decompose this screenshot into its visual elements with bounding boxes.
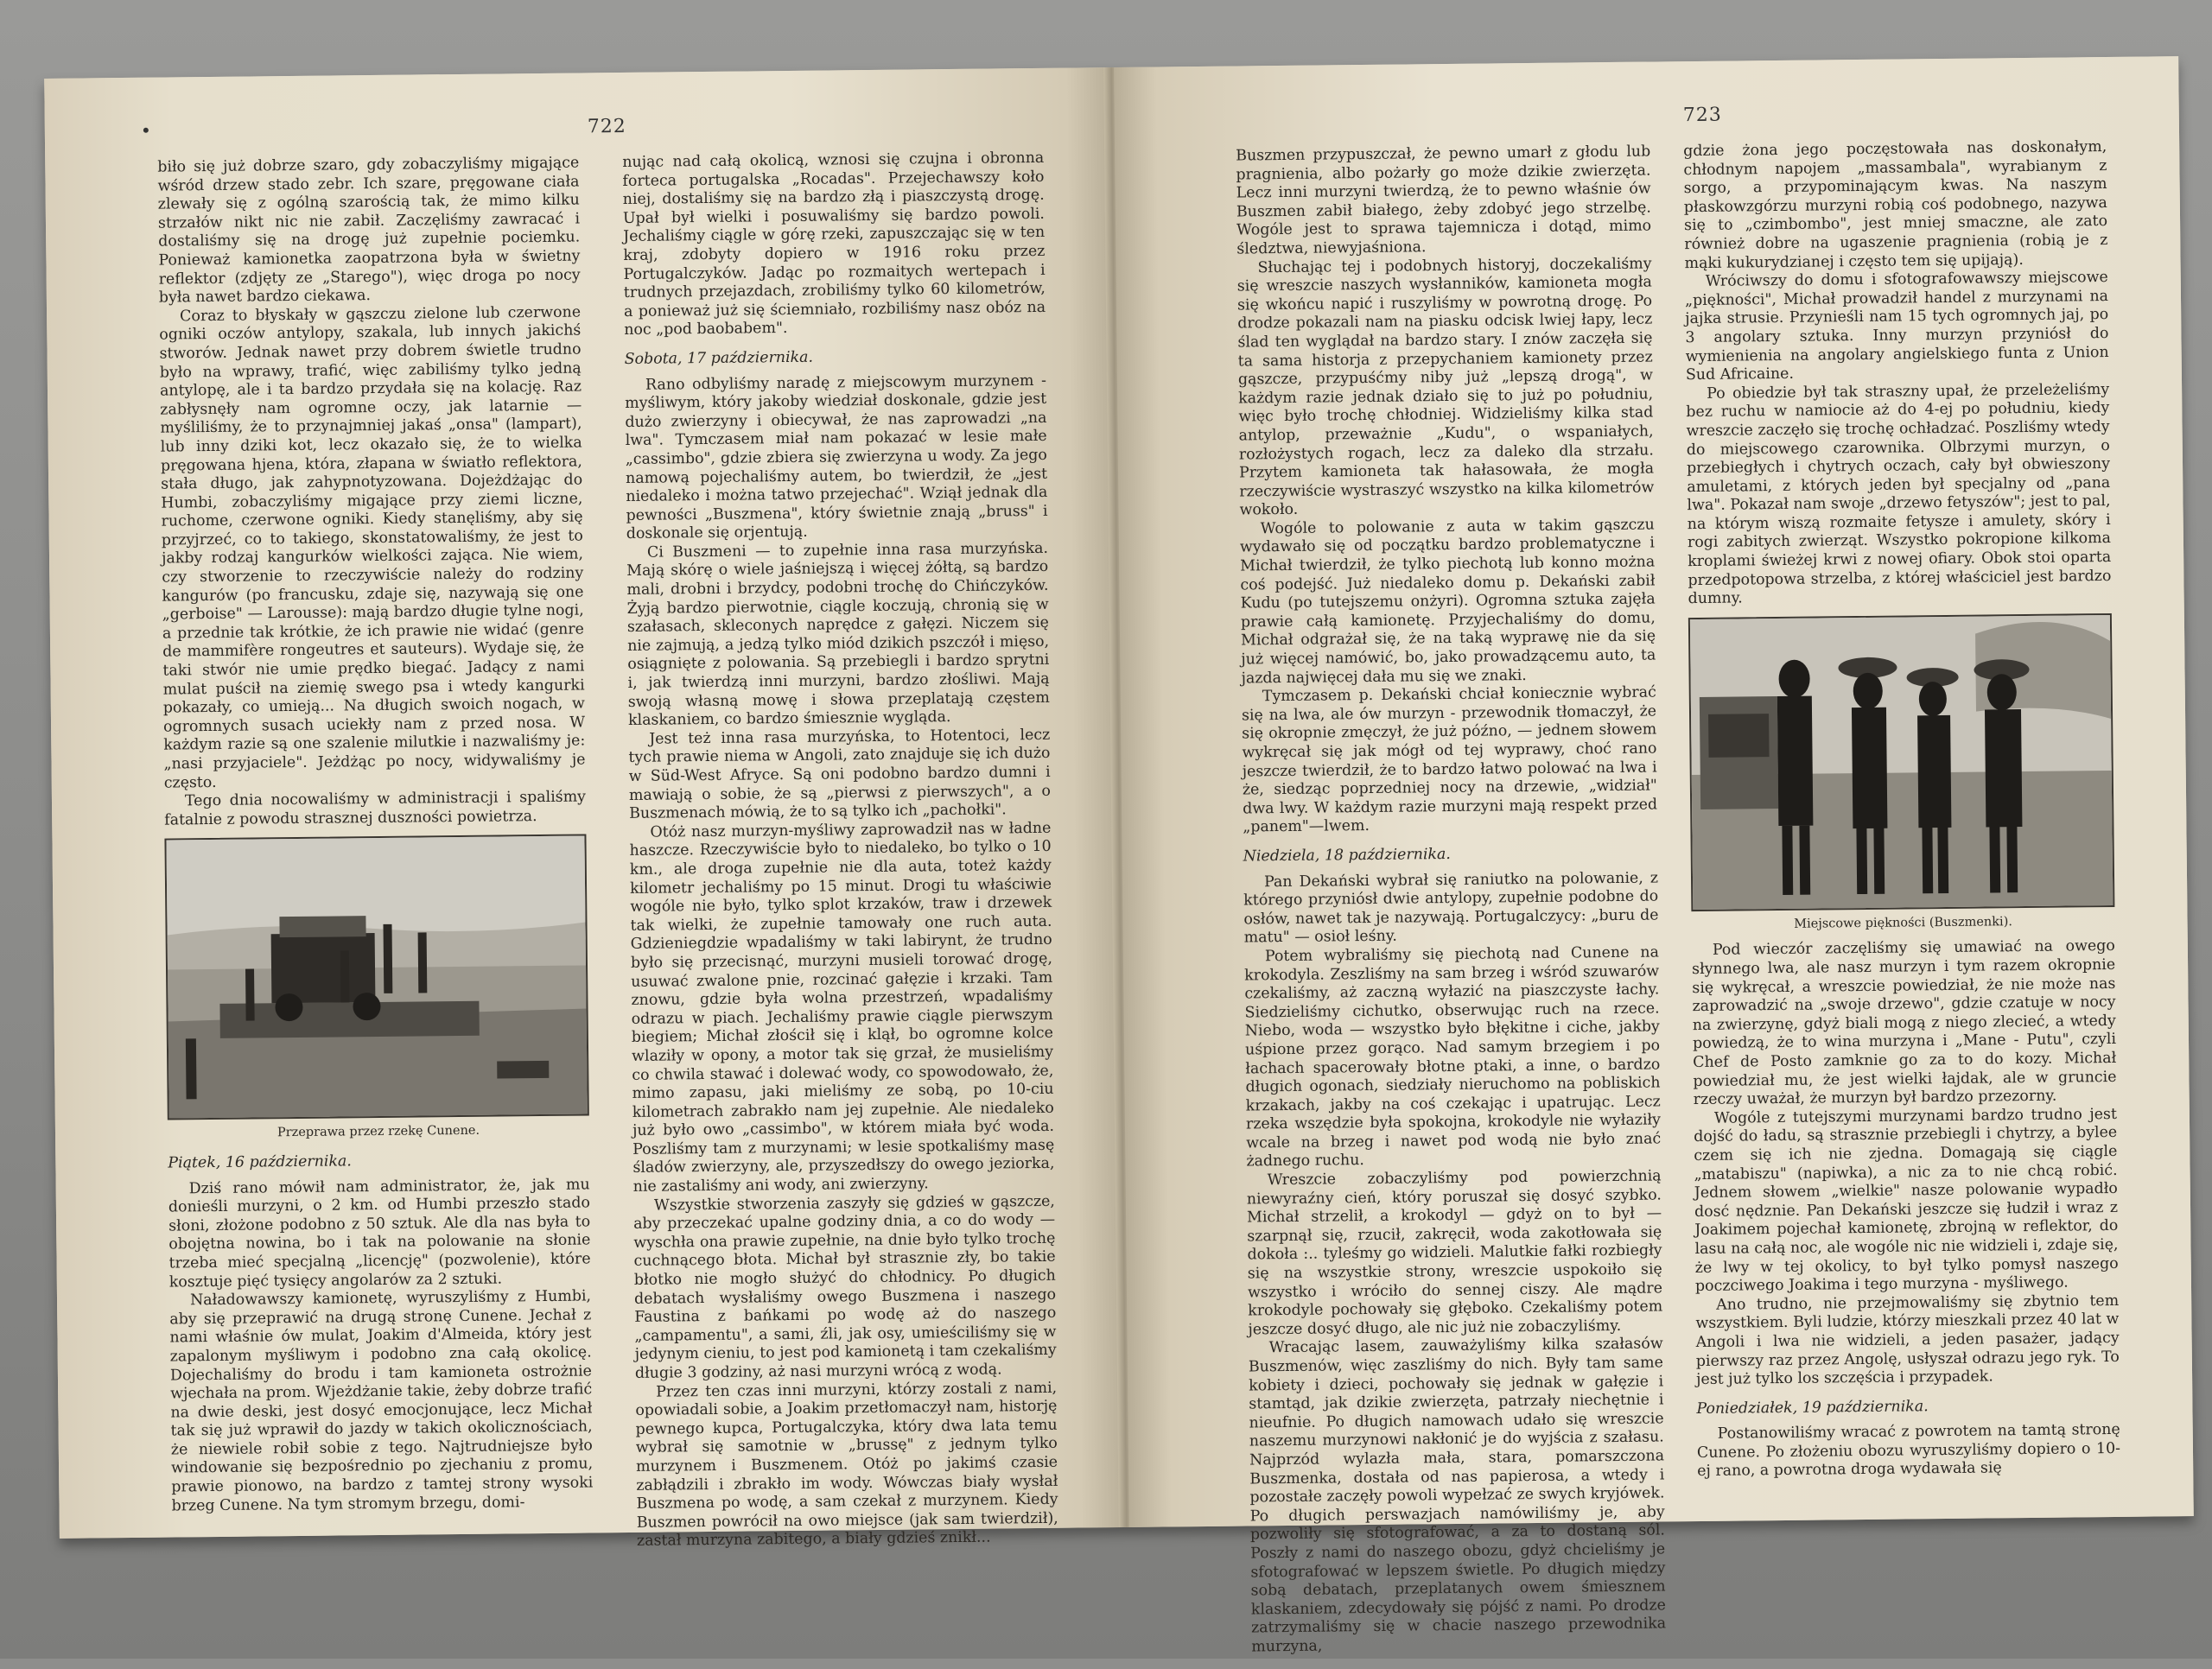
people-photo <box>1688 613 2115 911</box>
paragraph: Pod wieczór zaczęliśmy się umawiać na owego słynnego lwa, ale nasz murzyn i tym razem okropnie się wykręcał, a wreszcie powiedział, że nie może nas zaprowadzić na „swoje drzewo", gdzie czatuje w nocy na zwierzynę, gdyż biali mogą z niego zlecieć, a wtedy powiedzą, że to wina murzyna i „Mane - Putu", czyli Chef de Posto zamknie go za to do kozy. Michał powiedział mu, że jest wielki łajdak, ale w gruncie rzeczy uważał, że murzyn był bardzo przezorny. <box>1692 937 2117 1109</box>
paragraph: Buszmen przypuszczał, że pewno umarł z głodu lub pragnienia, albo pożarły go może dzikie zwierzęta. Lecz inni murzyni twierdzą, że to pewno właśnie ów Buszmen zabił białego, żeby zdobyć jego strzelbę. Wogóle jest to sprawa tajemnicza i dotąd, mimo śledztwa, niewyjaśniona. <box>1236 143 1652 258</box>
paragraph: Przez ten czas inni murzyni, którzy zostali z nami, opowiadali sobie, a Joakim przetłomaczył nam, historję pewnego kupca, Portugalczyka, który dwa lata temu wybrał się samotnie w „brussę" z jednym tylko murzynem i Buszmenem. Otóż po jakimś czasie zabłądzili i zbrakło im wody. Wówczas biały wysłał Buszmena po wodę, a sam czekał z murzynem. Kiedy Buszmen powrócił na owo miejsce (jak sam twierdził), zastał murzyna zabitego, a biały gdzieś znikł... <box>635 1379 1058 1551</box>
page-number-left: 722 <box>587 115 626 138</box>
dateline: Sobota, 17 października. <box>624 348 814 368</box>
paragraph: Naładowawszy kamionetę, wyruszyliśmy z Humbi, aby się przeprawić na drugą stronę Cunene. Jechał z nami właśnie ów mulat, Joakim d'Almeida, który jest zapalonym myśliwym i podobno zna całą okolicę. Dojechaliśmy do brodu i tam kamioneta ostrożnie wjechała na prom. Wjeżdżanie takie, żeby dobrze trafić na dwie deski, jest dosyć emocjonujące, lecz Michał tak się już wprawił do jazdy w takich okolicznościach, że niewiele robił sobie z tego. Najtrudniejsze było windowanie się bezpośrednio po zjechaniu z promu, prawie pionowo, na bardzo z tamtej strony wysoki brzeg Cunene. Na tym stromym brzegu, domi- <box>169 1287 594 1515</box>
paragraph: Wogóle to polowanie z auta w takim gąszczu wydawało się od początku bardzo problematyczne i Michał twierdził, że tylko piechotą lub konno można coś podejść. Już niedaleko domu p. Dekański zabił Kudu (po tutejszemu onżyri). Ogromna sztuka zajęła prawie całą kamionetę. Przyjechaliśmy do domu, Michał odgrażał się, że na taką wyprawę nie da się już więcej namówić, bo, jako prowadzącemu auto, ta jazda najwięcej dała mu się we znaki. <box>1239 516 1656 688</box>
paragraph: Jest też inna rasa murzyńska, to Hotentoci, lecz tych prawie niema w Angoli, zato znajduje się ich dużo w Süd-West Afryce. Są oni podobno bardzo dumni i mawiają o sobie, że są „pierwsi z pierwszych", a o Buszmenach mówią, że to są tylko ich „pachołki". <box>628 726 1052 823</box>
paragraph: Tymczasem p. Dekański chciał koniecznie wybrać się na lwa, ale ów murzyn - przewodnik tłomaczył, że się okropnie zmęczył, że już późno, — jednem słowem wykręcał się jak mógł od tej wyprawy, choć rano jeszcze twierdził, że to bardzo łatwo polować na lwa i że, siedząc poprzedniej nocy na drzewie, „widział" dwa lwy. W każdym razie murzyni mają respekt przed „panem"—lwem. <box>1241 683 1658 836</box>
paragraph: Potem wybraliśmy się piechotą nad Cunene na krokodyla. Zeszliśmy na sam brzeg i wśród szuwarów czekaliśmy, aż zaczną wyłazić na piaszczyste łachy. Siedzieliśmy cichutko, obserwując ruch na rzece. Niebo, woda — wszystko było błękitne i ciche, jakby uśpione przez gorąco. Nad samym brzegiem i po łachach spacerowały błotne ptaki, a inne, o bardzo długich ogonach, siedziały nieruchomo na pobliskich krzakach, jakby na coś czekając i upatrując. Lecz rzeka wszędzie była spokojna, krokodyle nie wyłaziły wcale na brzeg i nawet pod wodą nie było znać żadnego ruchu. <box>1244 943 1662 1171</box>
paragraph: biło się już dobrze szaro, gdy zobaczyliśmy migające wśród drzew stado zebr. Ich szare, pręgowane ciała zlewały się z ogólną szarością tak, że mimo kilku strzałów nikt nic nie zabił. Zaczęliśmy zawracać i dostaliśmy się na drogę już zupełnie pociemku. Ponieważ kamionetka zaopatrzona była w świetny reflektor (zdjęty ze „Starego"), więc droga po nocy była nawet bardzo ciekawa. <box>157 154 581 307</box>
paragraph: Ci Buszmeni — to zupełnie inna rasa murzyńska. Mają skórę o wiele jaśniejszą i więcej żółtą, są bardzo mali, drobni i brzydcy, podobni trochę do Chińczyków. Żyją bardzo pierwotnie, ciągle koczują, chronią się w szałasach, skleconych naprędce z gałęzi. Niczem się nie zajmują, a jedzą tylko miód dzikich pszczół i mięso, osiągnięte z polowania. Są przebiegli i bardzo sprytni i, jak twierdzą inni murzyni, bardzo złośliwi. Mają swoją własną mowę i słowa przeplatają częstem klaskaniem, co bardzo śmiesznie wygląda. <box>626 539 1050 730</box>
dateline: Poniedziałek, 19 października. <box>1696 1397 1929 1418</box>
paragraph: Wreszcie zobaczyliśmy pod powierzchnią niewyraźny cień, który poruszał się dosyć szybko. Michał strzelił, a krokodyl — gdyż on to był — szarpnął się, rzucił, zakręcił, woda zakotłowała się dokoła :.. tyleśmy go widzieli. Malutkie fałki rozbiegły się na wszystkie strony, wreszcie uspokoiło się wszystko i wróciło do sennej ciszy. Ale mądre krokodyle pochowały się głęboko. Czekaliśmy potem jeszcze dosyć długo, ale nic już nie zobaczyliśmy. <box>1246 1167 1663 1339</box>
paragraph: Coraz to błyskały w gąszczu zielone lub czerwone ogniki oczów antylopy, szakala, lub innych jakichś stworów. Jednak nawet przy dobrem świetle trudno było na wprawy, trafić, więc zabiliśmy tylko jedną antylopę, ale i ta bardzo przydała się na kolację. Raz zabłysnęły nam ogromne oczy, jak latarnie — myśliliśmy, że to przynajmniej jakaś „onsa" (lampart), lub inny dziki kot, lecz okazało się, że to wielka pręgowana hjena, która, złapana w światło reflektora, stała długo, jak zahypnotyzowana. Dojeżdżając do Humbi, zobaczyliśmy migające przy ziemi liczne, ruchome, czerwone ogniki. Kiedy stanęliśmy, aby się przyjrzeć, co to takiego, skonstatowaliśmy, że jest to jakby rodzaj kangurków wielkości zająca. Nie wiem, czy stworzenie to rzeczywiście należy do rodziny kangurów (po francusku, zdaje się, nazywają się one „gerboise" — Larousse): mają bardzo długie tylne nogi, a przednie tak krótkie, że ich prawie nie widać (genre de mammifère rongeutres et sauteurs). Wydaje się, że taki stwór nie umie prędko biegać. Jadący z nami mulat puścił na ziemię swego psa i wtedy kangurki pokazały, co umieją... Na długich swoich nogach, w ogromnych susach uciekły nam z przed nosa. W każdym razie są one szalenie milutkie i nazwaliśmy je: „nasi przyjaciele". Jeżdżąc po nocy, widywaliśmy je często. <box>159 303 586 792</box>
paragraph: Wracając lasem, zauważyliśmy kilka szałasów Buszmenów, więc zaszliśmy do nich. Były tam same kobiety i dzieci, pochowały się jednak w gałęzie i stamtąd, jak dzikie zwierzęta, patrzały niechętnie i nieufnie. Po długich namowach udało się wreszcie naszemu murzynowi nakłonić je do wyjścia z szałasu. Najprzód wylazła mała, stara, pomarszczona Buszmenka, dostała od nas papierosa, a wtedy i pozostałe zaczęły powoli wypełzać ze swych kryjówek. Po długich perswazjach namówiliśmy je, aby pozwoliły się sfotografować, a za to dostaną sól. Poszły z nami do naszego obozu, gdyż chcieliśmy je sfotografować w lepszem świetle. Po długich między sobą debatach, przeplatanych owem śmiesznem klaskaniem, zdecydowały się pójść z nami. Po drodze zatrzymaliśmy się w chacie naszego przewodnika murzyna, <box>1248 1335 1667 1656</box>
left-page <box>44 67 1124 1551</box>
paragraph: Rano odbyliśmy naradę z miejscowym murzynem - myśliwym, który jakoby wiedział doskonale, gdzie jest dużo zwierzyny i obiecywał, że nas zaprowadzi „na lwa". Tymczasem miał nam pokazać w lesie małe „cassimbo", gdzie zbiera się zwierzyna u wody. Za jego namową pojechaliśmy autem, bo twierdził, że „jest niedaleko i można tatwo przejechać". Wziął jednak dla pewności „Buszmena", który świetnie znają „bruss" i doskonale się orjentują. <box>625 371 1048 543</box>
figure-caption: Przeprawa przez rzekę Cunene. <box>276 1124 480 1140</box>
dateline: Piątek, 16 października. <box>168 1152 352 1172</box>
page-dot <box>143 128 149 133</box>
left-column-1 <box>157 155 593 1516</box>
paragraph: Wróciwszy do domu i sfotografowawszy miejscowe „piękności", Michał prowadził handel z murzynami na jajka strusie. Przynieśli nam 15 tych ogromnych jaj, po 3 angolary sztuka. Inny murzyn przyniósł do wymienienia na angolary angielskiego funta z Union Sud Africaine. <box>1684 269 2109 384</box>
figure-caption: Miejscowe piękności (Buszmenki). <box>1794 915 2013 931</box>
paragraph: Po obiedzie był tak straszny upał, że przeleżeliśmy bez ruchu w namiocie aż do 4-ej po południu, kiedy wreszcie zaczęło się trochę ochładzać. Poszliśmy wtedy do miejscowego czarownika. Olbrzymi murzyn, o przebiegłych i chytrych oczach, cały był obwieszony amuletami, z których jeden był specjalny od „pana lwa". Pokazał nam swoje „drzewo fetyszów"; jest to pal, na którym wiszą rozmaite fetysze i amulety, skóry i rogi zabitych zwierząt. Wszystko pokropione kilkoma kroplami świeżej krwi z nowej ofiary. Obok stoi oparta przedpotopowa strzelba, z której właściciel jest bardzo dumny. <box>1686 380 2112 608</box>
magazine-spread <box>44 56 2194 1656</box>
paragraph: Słuchając tej i podobnych historyj, doczekaliśmy się wreszcie naszych wysłanników, kamioneta mogła się wkońcu napić i ruszyliśmy w powrotną drogę. Po drodze pokazali nam na piasku odcisk lwiej łapy, lecz ślad ten wyglądał na bardzo stary. I znów zaczęła się ta sama historja z przepychaniem kamionety przez gąszcze, przypuśćmy niby już „lepszą drogą", w każdym razie jednak działo się to już po południu, więc było trochę chłodniej. Widzieliśmy kilka stad antylop, przeważnie „Kudu", o wspaniałych, rozłożystych rogach, lecz za daleko dla strzału. Przytem kamioneta tak hałasowała, że mogła rzeczywiście wystraszyć wszystko na kilka kilometrów wokoło. <box>1236 255 1655 519</box>
paragraph: nując nad całą okolicą, wznosi się czujna i obronna forteca portugalska „Rocadas". Przejechawszy koło niej, dostaliśmy się na bardzo złą i piaszczystą drogę. Upał był wielki i posuwaliśmy się bardzo powoli. Jechaliśmy ciągle w górę rzeki, zapuszczając się w ten kraj, zdobyty dopiero w 1916 roku przez Portugalczyków. Jadąc po rozmaitych wertepach i trudnych przejazdach, zrobiliśmy tylko 60 kilometrów, a ponieważ już się ściemniało, rozbiliśmy nasz obóz na noc „pod baobabem". <box>622 149 1046 340</box>
paragraph: Tego dnia nocowaliśmy w administracji i spaliśmy fatalnie z powodu strasznej duszności powietrza. <box>164 788 587 829</box>
paragraph: Otóż nasz murzyn-myśliwy zaprowadził nas w ładne haszcze. Rzeczywiście było to niedaleko, bo tylko o 10 km., ale droga zupełnie nie dla auta, toteż każdy kilometr jechaliśmy po 15 minut. Drogi tu właściwie wogóle nie było, tylko splot krzaków, traw i drzewek tak wielki, że zupełnie tamowały one ruch auta. Gdzieniegdzie wpadaliśmy w taki labirynt, że trudno było się przecisnąć, murzyni musieli torować drogę, usuwać zwalone pnie, rozcinać gałęzie i krzaki. Tam znowu, gdzie była wolna przestrzeń, wpadaliśmy odrazu w piach. Jechaliśmy prawie ciągle pierwszym biegiem; Michał złościł się i klął, bo ogromne kolce wlaziły w opony, a motor tak się grzał, że musieliśmy co chwila stawać i dolewać wody, co spowodowało, że, mimo zapasu, jaki mieliśmy ze sobą, po 10-ciu kilometrach zabrakło nam jej zupełnie. Ale niedaleko już było owo „cassimbo", w którem miała być woda. Poszliśmy tam z murzynami; w lesie spotkaliśmy masę śladów zwierzyny, ale, przyszedłszy do owego jeziorka, nie zastaliśmy ani wody, ani zwierzyny. <box>629 819 1055 1196</box>
paragraph: Postanowiliśmy wracać z powrotem na tamtą stronę Cunene. Po złożeniu obozu wyruszyliśmy dopiero o 10-ej rano, a powrotna droga wydawała się <box>1696 1421 2121 1481</box>
paragraph: Wszystkie stworzenia zaszyły się gdzieś w gąszcze, aby przeczekać upalne godziny dnia, a co do wody — wyschła ona prawie zupełnie, na dnie było tylko trochę cuchnącego błota. Michał był strasznie zły, bo takie błotko nie mogło służyć do chłodnicy. Po długich debatach wysłaliśmy owego Buszmena i naszego Faustina z bańkami po wodę aż do naszego „campamentu", a sami, źli, jak osy, umieściliśmy się w jedynym cieniu, to jest pod kamionetą i tam czekaliśmy długie 3 godziny, aż nasi murzyni wrócą z wodą. <box>633 1192 1057 1382</box>
dateline: Niedziela, 18 października. <box>1243 845 1452 866</box>
paragraph: Ano trudno, nie przejmowaliśmy się zbytnio tem wszystkiem. Byli ludzie, którzy mieszkali przez 40 lat w Angoli i lwa nie widzieli, a jeden pasażer, jadący pierwszy raz przez Angolę, usłyszał odrazu jego ryk. To jest już tylko los szczęścia i przypadek. <box>1695 1291 2120 1389</box>
page-number-right: 723 <box>1682 104 1722 127</box>
right-page <box>1114 56 2194 1656</box>
paragraph: Dziś rano mówił nam administrator, że, jak mu donieśli murzyni, o 2 km. od Humbi przeszło stado słoni, złożone podobno z 50 sztuk. Ale dla nas była to obojętna nowina, bo i tak na polowanie na słonie trzeba mieć specjalną „licencję" (pozwolenie), które kosztuje pięć tysięcy angolarów za 2 sztuki. <box>168 1175 591 1291</box>
left-column-2 <box>622 149 1058 1552</box>
ferry-photo <box>164 834 588 1120</box>
right-column-2 <box>1683 138 2120 1482</box>
paragraph: gdzie żona jego poczęstowała nas doskonałym, chłodnym napojem „massambala", wyrabianym z sorgo, a przypominającym kwas. Na naszym płaskowzgórzu murzyni robią coś podobnego, nazywa się to „czimbombo", jest mniej smaczne, ale zato również dobre na ugaszenie pragnienia (robią je z mąki kukurydzianej i często tem się upijają). <box>1683 137 2108 272</box>
right-column-1 <box>1236 143 1666 1657</box>
women-illustration <box>1690 615 2113 910</box>
paragraph: Pan Dekański wybrał się raniutko na polowanie, z którego przyniósł dwie antylopy, zupełnie podobne do osłów, nawet tak je nazywają. Portugalczycy: „buru de matu" — osioł leśny. <box>1243 869 1659 947</box>
paragraph: Wogóle z tutejszymi murzynami bardzo trudno jest dojść do ładu, są strasznie przebiegli i chytrzy, a bylee czem się ich nie zjedna. Domagają się ciągle „matabiszu" (napiwka), a nic za to nie chcą robić. Jednem słowem „wielkie" nasze polowanie wypadło dosć nędznie. Pan Dekański jeszcze się łudził i wraz z Joakimem pojechał kamionetę, zbrojną w reflektor, do lasu na całą noc, ale wogóle nic nie widzieli i, zdaje się, że lwy w tej okolicy, to był tylko pomysł naszego poczciwego Joakima i tego murzyna - myśliwego. <box>1694 1105 2119 1296</box>
ferry-illustration <box>166 836 587 1119</box>
people-figure <box>1688 613 2115 936</box>
ferry-figure <box>164 834 589 1145</box>
